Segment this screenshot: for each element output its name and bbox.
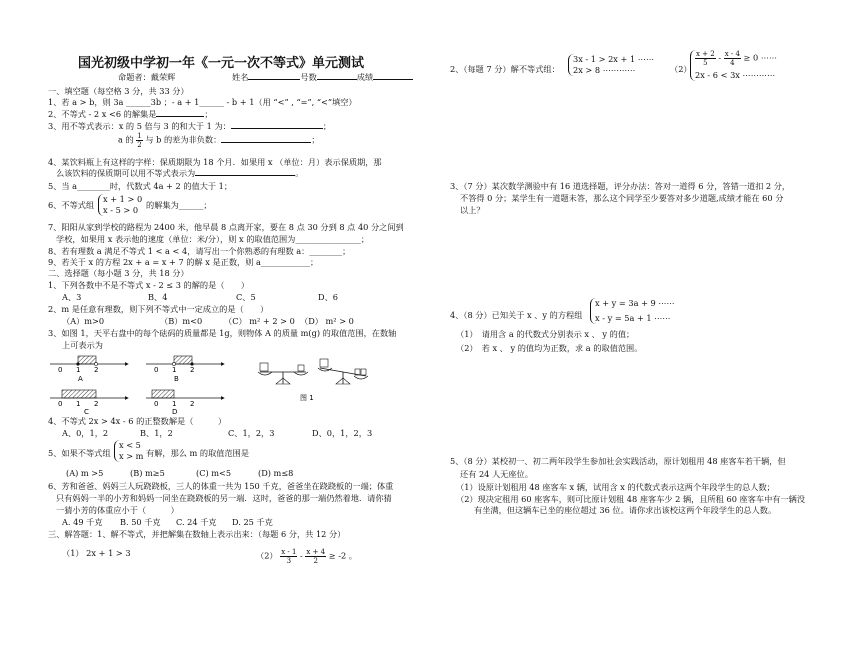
svg-text:0: 0	[154, 366, 159, 374]
fraction-half: $\frac{1}{2}$	[137, 132, 142, 149]
s1-q3b: a 的 $\frac{1}{2}$ 与 b 的差为非负数： ；	[118, 132, 320, 149]
s1-q5: 5、当 a________时，代数式 4a + 2 的值大于 1；	[48, 181, 233, 191]
s3-p2: （2） $\frac{x - 1}{3}$ - $\frac{x + 4}{2}$ ≥ -2 。	[256, 548, 357, 565]
s1-q6-system: x + 1 > 0 x - 5 > 0	[98, 194, 142, 216]
option-a-letter: A	[78, 375, 83, 383]
svg-text:2: 2	[94, 366, 99, 374]
s1-q1: 1、若 a > b，则 3a ______3b ；- a + 1______ - b + 1（用 “<” , “=”, “<”填空）	[48, 97, 357, 107]
s2-q4: 4、不等式 2x > 4x - 6 的正整数解是（ ）	[48, 416, 227, 426]
svg-text:0: 0	[154, 400, 159, 408]
r-q4-p2: （2） 若 x 、 y 的值均为正数，求 a 的取值范围。	[456, 343, 643, 353]
s2-q5-pre: 5、如果不等式组	[48, 448, 111, 458]
r-q4-pre: 4、（8 分）已知关于 x 、y 的方程组	[450, 310, 583, 320]
figure-1-caption: 图 1	[300, 394, 314, 402]
s1-q4a: 4、某饮料瓶上有这样的字样：保质期限为 18 个月．如果用 x （单位：月）表示保质期，那	[48, 157, 382, 167]
s1-q6-post: 的解集为______；	[146, 200, 212, 210]
s2-q1-opt-d: D、6	[318, 292, 338, 302]
s1-q2: 2、不等式 - 2 x <6 的解集是 ；	[48, 109, 213, 119]
s2-q4-opt-b: B、1，2	[140, 428, 173, 438]
s2-q6-opt-d: D. 25 千克	[232, 517, 273, 527]
author-label: 命题者：戴荣辉	[118, 72, 176, 82]
number-line-b	[146, 356, 224, 383]
s2-q2-opt-d: （D） m² > 0	[300, 316, 354, 326]
svg-text:1: 1	[76, 366, 81, 374]
s1-q7b: 学校，如果用 x 表示他的速度（单位：米/分），则 x 的取值范围为________________；	[56, 234, 370, 244]
svg-text:1: 1	[172, 366, 177, 374]
s2-q5-system: x < 5 x > m	[114, 440, 143, 462]
s2-q2: 2、m 是任意有理数，则下列不等式中一定成立的是（ ）	[48, 304, 269, 314]
balance-scale-left	[258, 363, 308, 384]
s2-q2-opt-b: （B）m<0	[160, 316, 203, 326]
r-q5b: 还有 24 人无座位。	[460, 469, 533, 479]
s3-p1: （1） 2x + 1 > 3	[62, 548, 131, 558]
svg-text:2: 2	[94, 400, 99, 408]
section3-heading: 三、解答题：1、解不等式，并把解集在数轴上表示出来：（每题 6 分，共 12 分）	[48, 529, 346, 539]
option-d-letter: D	[172, 408, 178, 416]
number-line-c	[50, 390, 128, 416]
r-q2-system2: $\frac{x + 2}{5}$ - $\frac{x - 4}{4}$ ≥ 0 ⋯⋯ 2x - 6 < 3x ⋯⋯⋯⋯	[690, 50, 777, 81]
section1-heading: 一、填空题（每空格 3 分，共 33 分）	[48, 86, 189, 96]
r-q4-p1: （1） 请用含 a 的代数式分别表示 x 、 y 的值；	[456, 329, 635, 339]
s2-q1-opt-c: C、5	[236, 292, 256, 302]
section2-heading: 二、选择题（每小题 3 分，共 18 分）	[48, 268, 189, 278]
r-q5a: 5、（8 分）某校初一、初二两年段学生参加社会实践活动，原计划租用 48 座客车若干辆，但	[450, 456, 786, 466]
s2-q5-post: 有解，那么 m 的取值范围是	[146, 448, 250, 458]
svg-text:0: 0	[58, 400, 63, 408]
option-c-letter: C	[84, 408, 89, 416]
s2-q6-opt-a: A. 49 千克	[62, 517, 103, 527]
s2-q2-opt-c: （C） m² + 2 > 0	[224, 316, 295, 326]
s1-q9: 9、若关于 x 的方程 2x + a = x + 7 的解 x 是正数，则 a____________；	[48, 257, 319, 267]
s2-q4-opt-c: C、1，2，3	[228, 428, 275, 438]
s1-q8: 8、若有理数 a 满足不等式 1 < a < 4，请写出一个你熟悉的有理数 a：________；	[48, 246, 351, 256]
s2-q5-opt-a: (A) m >5	[66, 468, 104, 478]
s2-q5-opt-c: (C) m<5	[196, 468, 232, 478]
s2-q1: 1、下列各数中不是不等式 x - 2 ≤ 3 的解的是（ ）	[48, 280, 250, 290]
s1-q4b: 么该饮料的保质期可以用不等式表示为 。	[56, 168, 304, 178]
s2-q5-opt-b: (B) m≥5	[130, 468, 165, 478]
s2-q6c: 一猜小芳的体重应小于（ ）	[56, 505, 179, 515]
s2-q5-opt-d: (D) m≤8	[258, 468, 294, 478]
s1-q7a: 7、阳阳从家到学校的路程为 2400 米，他早晨 8 点离开家，要在 8 点 30 分到 8 点 40 分之间到	[48, 222, 404, 232]
number-lines-figure	[48, 350, 378, 416]
name-field: 姓名 号数 成绩	[232, 72, 413, 83]
s2-q6b: 只有妈妈一半的小芳和妈妈一同坐在跷跷板的另一端．这时，爸爸的那一端仍然着地．请你猜	[56, 493, 392, 503]
svg-text:2: 2	[190, 400, 195, 408]
option-b-letter: B	[174, 375, 179, 383]
r-q2-pre: 2、（每题 7 分）解不等式组：	[450, 64, 560, 74]
svg-text:1: 1	[172, 400, 177, 408]
s2-q3b: 上可表示为	[62, 340, 103, 350]
r-q3b: 不答得 0 分；某学生有一道题未答，那么这个同学至少要答对多少道题,成绩才能在 60 分	[460, 193, 784, 203]
s2-q1-opt-b: B、4	[148, 292, 168, 302]
s2-q4-opt-d: D、0，1，2，3	[312, 428, 373, 438]
svg-text:0: 0	[58, 366, 63, 374]
svg-text:1: 1	[76, 400, 81, 408]
balance-scale-right	[318, 359, 368, 384]
s2-q6-opt-b: B. 50 千克	[120, 517, 161, 527]
s2-q6a: 6、芳和爸爸、妈妈三人玩跷跷板，三人的体重一共为 150 千克，爸爸坐在跷跷板的一端；体重	[48, 481, 394, 491]
s2-q3a: 3、如图 1，天平右盘中的每个砝码的质量都是 1g，则物体 A 的质量 m(g) 的取值范围，在数轴	[48, 328, 397, 338]
number-line-a	[50, 356, 128, 383]
r-q5-p2b: 有坐满，但这辆车已坐的座位超过 36 位。请你求出该校这两个年段学生的总人数。	[474, 505, 777, 515]
s2-q4-opt-a: A、0，1，2	[62, 428, 109, 438]
r-q5-p1: （1）设原计划租用 48 座客车 x 辆，试用含 x 的代数式表示这两个年段学生的总人数；	[456, 482, 775, 492]
s2-q1-opt-a: A、3	[62, 292, 82, 302]
r-q3c: 以上？	[460, 205, 485, 215]
s1-q6-pre: 6、不等式组	[48, 200, 95, 210]
s2-q6-opt-c: C. 24 千克	[176, 517, 217, 527]
r-q4-system: x + y = 3a + 9 ⋯⋯ x - y = 5a + 1 ⋯⋯	[590, 298, 675, 324]
r-q2-mid: （2）	[670, 64, 692, 74]
svg-text:2: 2	[190, 366, 195, 374]
s2-q2-opt-a: （A）m>0	[62, 316, 105, 326]
r-q5-p2a: （2）现决定租用 60 座客车，则可比原计划租 48 座客车少 2 辆，且所租 60 座客车中有一辆没	[456, 494, 806, 504]
r-q3a: 3、（7 分）某次数学测验中有 16 道选择题，评分办法：答对一道得 6 分，答错一道扣 2 分，	[450, 181, 791, 191]
exam-title: 国光初级中学初一年《一元一次不等式》单元测试	[78, 56, 365, 71]
number-line-d	[146, 390, 224, 416]
r-q2-system1: 3x - 1 > 2x + 1 ⋯⋯ 2x > 8 ⋯⋯⋯⋯	[568, 54, 654, 76]
s1-q3: 3、用不等式表示：x 的 5 倍与 3 的和大于 1 为： ；	[48, 121, 332, 131]
